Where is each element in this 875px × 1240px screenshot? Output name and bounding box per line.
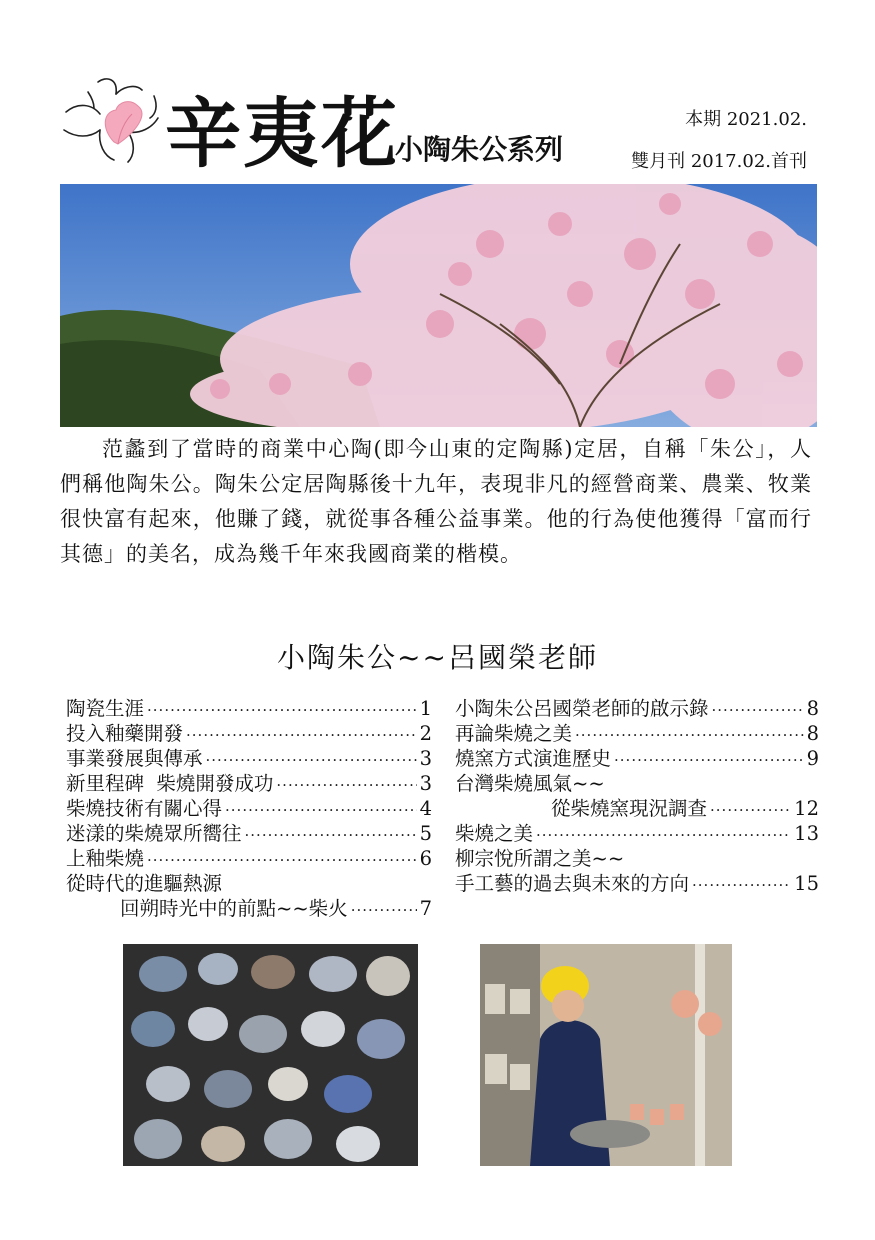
toc-leader-dots xyxy=(710,798,791,823)
toc-entry xyxy=(66,796,432,821)
toc-entry xyxy=(66,821,432,846)
toc-entry-page: 8 xyxy=(806,697,819,720)
intro-paragraph: 范蠡到了當時的商業中心陶(即今山東的定陶縣)定居，自稱「朱公」，人們稱他陶朱公。陶朱公定居陶縣後十九年，表現非凡的經營商業、農業、牧業很快富有起來，他賺了錢，就從事各種公益事業。他的行為使他獲得「富而行其德」的美名，成為幾千年來我國商業的楷模。 xyxy=(60,437,812,566)
toc-entry-title: 上釉柴燒 xyxy=(66,847,145,870)
toc-entry xyxy=(66,846,432,871)
issue-date: 本期 2021.02. xyxy=(685,109,807,130)
toc-entry-title: 柴燒技術有關心得 xyxy=(66,797,223,820)
toc-entry xyxy=(66,746,432,771)
toc-leader-dots xyxy=(692,873,791,898)
toc-entry xyxy=(66,696,432,721)
toc-entry-title: 柴燒之美 xyxy=(455,822,534,845)
toc-entry xyxy=(455,796,819,821)
toc-leader-dots xyxy=(575,723,804,748)
toc-entry-page: 3 xyxy=(419,772,432,795)
toc-leader-dots xyxy=(186,723,417,748)
toc-entry-page: 6 xyxy=(419,847,432,870)
teapots-photo xyxy=(123,944,418,1166)
toc-leader-dots xyxy=(245,823,417,848)
toc-entry-page: 5 xyxy=(419,822,432,845)
magnolia-logo xyxy=(58,72,168,164)
toc-entry xyxy=(66,871,432,896)
toc-entry xyxy=(455,871,819,896)
toc-entry-title: 投入釉藥開發 xyxy=(66,722,184,745)
toc-entry xyxy=(66,896,432,921)
section-title: 小陶朱公~~呂國榮老師 xyxy=(277,641,598,674)
toc-leader-dots xyxy=(276,773,416,798)
toc-entry-page: 4 xyxy=(419,797,432,820)
toc-entry-page: 8 xyxy=(806,722,819,745)
toc-entry-title: 陶瓷生涯 xyxy=(66,697,145,720)
toc-leader-dots xyxy=(206,748,417,773)
toc-entry xyxy=(455,821,819,846)
toc-left-column xyxy=(66,696,432,921)
masthead-subtitle: 小陶朱公系列 xyxy=(395,133,564,166)
toc-leader-dots xyxy=(225,798,417,823)
toc-leader-dots xyxy=(147,698,417,723)
toc-entry-page: 15 xyxy=(794,872,819,895)
toc-entry xyxy=(455,771,819,796)
toc-entry-title: 事業發展與傳承 xyxy=(66,747,203,770)
potter-at-work-photo xyxy=(480,944,732,1166)
toc-entry-page: 1 xyxy=(419,697,432,720)
toc-entry-title: 柳宗悅所謂之美~~ xyxy=(455,847,625,870)
toc-entry xyxy=(455,696,819,721)
toc-entry-title: 手工藝的過去與未來的方向 xyxy=(455,872,690,895)
toc-entry-page: 3 xyxy=(419,747,432,770)
toc-entry-title: 回朔時光中的前點~~柴火 xyxy=(120,897,348,920)
toc-leader-dots xyxy=(712,698,804,723)
toc-entry-page: 2 xyxy=(419,722,432,745)
toc-leader-dots xyxy=(351,898,417,923)
toc-entry xyxy=(455,721,819,746)
first-issue-date: 雙月刊 2017.02.首刊 xyxy=(631,151,807,172)
toc-leader-dots xyxy=(614,748,804,773)
toc-leader-dots xyxy=(147,848,417,873)
toc-entry-title: 從柴燒窯現況調查 xyxy=(551,797,708,820)
toc-entry-title: 燒窯方式演進歷史 xyxy=(455,747,612,770)
toc-entry-page: 7 xyxy=(419,897,432,920)
toc-entry xyxy=(455,746,819,771)
toc-entry-title: 再論柴燒之美 xyxy=(455,722,573,745)
toc-entry-page: 9 xyxy=(806,747,819,770)
toc-entry-page: 13 xyxy=(794,822,819,845)
toc-entry-title: 從時代的進驅熱源 xyxy=(66,872,223,895)
magnolia-tree-photo xyxy=(60,184,817,427)
toc-entry-title: 新里程碑 柴燒開發成功 xyxy=(66,772,274,795)
toc-entry-page: 12 xyxy=(794,797,819,820)
masthead-title: 辛夷花 xyxy=(165,89,399,178)
toc-leader-dots xyxy=(536,823,791,848)
toc-right-column xyxy=(455,696,819,896)
toc-entry-title: 台灣柴燒風氣~~ xyxy=(455,772,605,795)
toc-entry xyxy=(455,846,819,871)
toc-entry xyxy=(66,771,432,796)
toc-entry-title: 迷漾的柴燒眾所嚮往 xyxy=(66,822,242,845)
toc-entry-title: 小陶朱公呂國榮老師的啟示錄 xyxy=(455,697,709,720)
toc-entry xyxy=(66,721,432,746)
